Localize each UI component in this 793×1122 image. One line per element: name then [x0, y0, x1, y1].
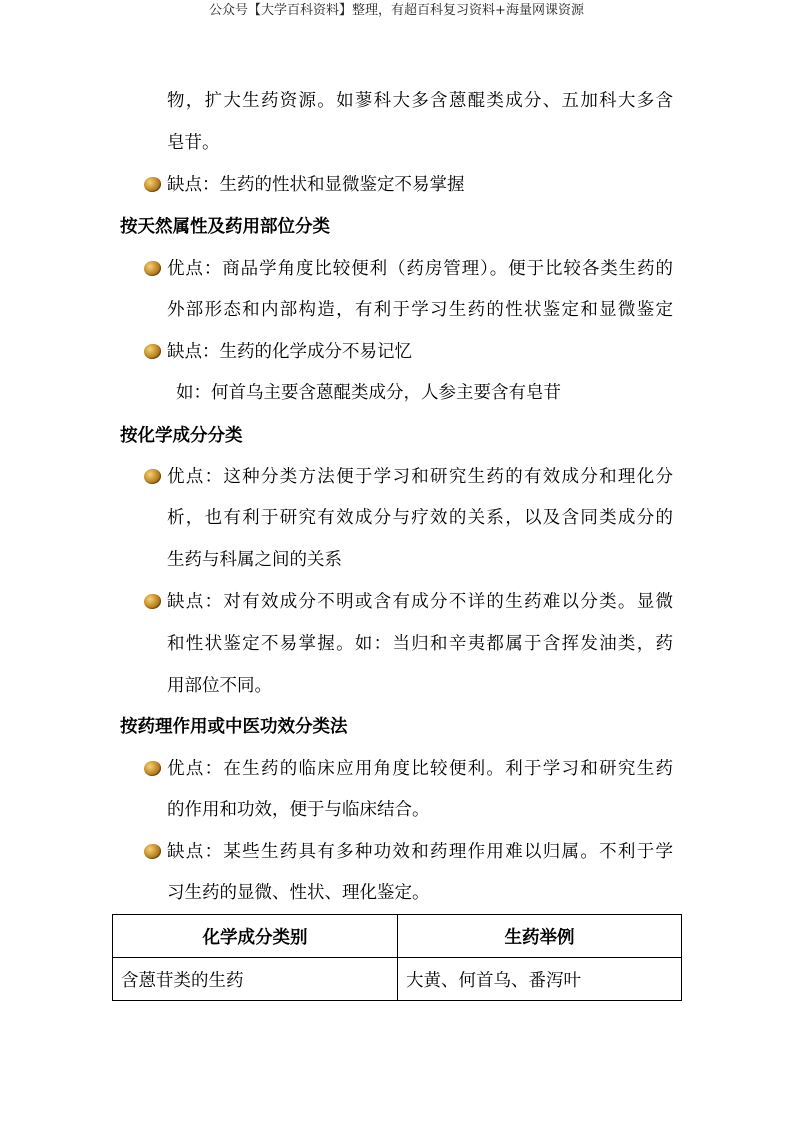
- section-heading: 按药理作用或中医功效分类法: [120, 717, 348, 737]
- section-heading: 按化学成分分类: [120, 426, 243, 446]
- text-line: 的作用和功效，便于与临床结合。: [167, 800, 430, 820]
- example-line: 如：何首乌主要含蒽醌类成分，人参主要含有皂苷: [176, 383, 561, 403]
- table-header-cell: 生药举例: [398, 915, 682, 958]
- text-line: 用部位不同。: [167, 676, 272, 696]
- text-line: 优点：在生药的临床应用角度比较便利。利于学习和研究生药: [167, 759, 673, 779]
- bullet-icon: [144, 844, 161, 859]
- text-line: 缺点：某些生药具有多种功效和药理作用难以归属。不利于学: [167, 842, 673, 862]
- section-heading: 按天然属性及药用部位分类: [120, 217, 330, 237]
- text-line: 皂苷。: [167, 133, 220, 153]
- page-header: 公众号【大学百科资料】整理，有超百科复习资料+海量网课资源: [209, 3, 584, 18]
- text-line: 生药与科属之间的关系: [167, 550, 342, 570]
- text-line: 优点：商品学角度比较便利（药房管理）。便于比较各类生药的: [167, 259, 673, 279]
- text-line: 缺点：生药的性状和显微鉴定不易掌握: [167, 175, 465, 195]
- text-line: 缺点：生药的化学成分不易记忆: [167, 342, 412, 362]
- bullet-icon: [144, 177, 161, 192]
- table-header-cell: 化学成分类别: [113, 915, 398, 958]
- text-line: 习生药的显微、性状、理化鉴定。: [167, 883, 430, 903]
- text-line: 物，扩大生药资源。如蓼科大多含蒽醌类成分、五加科大多含: [167, 91, 673, 111]
- table-row: [113, 958, 682, 1001]
- table-cell: 含蒽苷类的生药: [113, 958, 398, 1001]
- text-line: 外部形态和内部构造，有利于学习生药的性状鉴定和显微鉴定: [167, 300, 673, 320]
- text-line: 析，也有利于研究有效成分与疗效的关系，以及含同类成分的: [167, 508, 673, 528]
- chemical-classification-table: [112, 914, 682, 1001]
- table-cell: 大黄、何首乌、番泻叶: [398, 958, 682, 1001]
- bullet-icon: [144, 469, 161, 484]
- text-line: 和性状鉴定不易掌握。如：当归和辛夷都属于含挥发油类，药: [167, 634, 673, 654]
- text-line: 优点：这种分类方法便于学习和研究生药的有效成分和理化分: [167, 467, 673, 487]
- bullet-icon: [144, 344, 161, 359]
- bullet-icon: [144, 761, 161, 776]
- bullet-icon: [144, 261, 161, 276]
- table-header-row: [113, 915, 682, 958]
- text-line: 缺点：对有效成分不明或含有成分不详的生药难以分类。显微: [167, 592, 673, 612]
- bullet-icon: [144, 594, 161, 609]
